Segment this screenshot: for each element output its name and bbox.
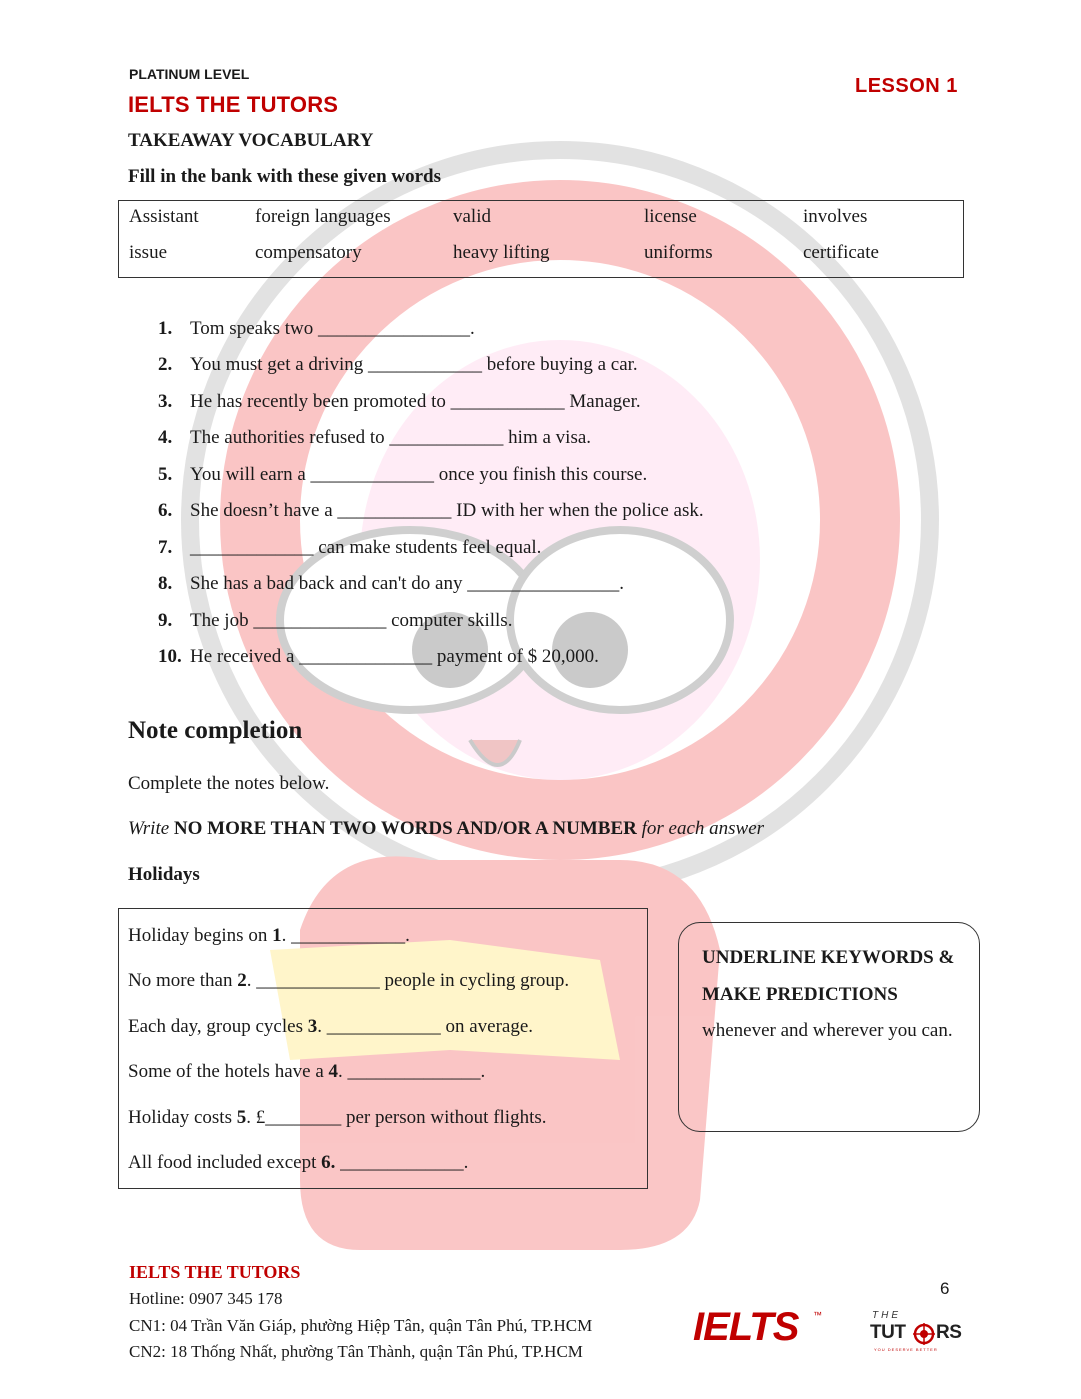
lesson-label: LESSON 1 — [855, 75, 958, 97]
note-pre: Holiday begins on — [128, 925, 273, 946]
vocabulary-instruction: Fill in the bank with these given words — [128, 166, 442, 187]
note-post: . ____________. — [281, 925, 410, 946]
ielts-trademark: ™ — [813, 1310, 822, 1320]
note-instruction: Complete the notes below. — [128, 773, 330, 794]
vocabulary-title: TAKEAWAY VOCABULARY — [128, 130, 374, 151]
note-item — [128, 1016, 533, 1038]
question-number: 2. — [158, 354, 173, 375]
question-item — [158, 391, 641, 413]
note-pre: Some of the hotels have a — [128, 1061, 329, 1082]
question-text: Tom speaks two ________________. — [190, 318, 475, 339]
question-text: You must get a driving ____________ before buying a car. — [190, 354, 638, 375]
note-number: 4 — [328, 1061, 339, 1082]
question-text: The authorities refused to ____________ him a visa. — [190, 427, 592, 448]
question-text: The job ______________ computer skills. — [190, 610, 513, 631]
note-completion-title: Note completion — [128, 717, 303, 744]
word-bank-item: involves — [803, 206, 868, 227]
word-bank-item: heavy lifting — [453, 242, 550, 263]
footer-hotline: Hotline: 0907 345 178 — [129, 1289, 283, 1308]
question-number: 7. — [158, 537, 173, 558]
question-item — [158, 464, 647, 486]
question-number: 8. — [158, 573, 173, 594]
word-bank-item: uniforms — [644, 242, 713, 263]
notes-box — [118, 908, 648, 1189]
tip-rest: whenever and wherever you can. — [702, 1020, 953, 1041]
word-bank-item: valid — [453, 206, 491, 227]
note-item — [128, 1152, 468, 1174]
logo-tut: TUT — [870, 1322, 906, 1343]
note-post: . £________ per person without flights. — [246, 1107, 547, 1128]
question-number: 9. — [158, 610, 173, 631]
logo-tagline: YOU DESERVE BETTER — [874, 1347, 938, 1352]
tip-bold: UNDERLINE KEYWORDS & MAKE PREDICTIONS — [702, 947, 955, 1005]
word-bank-item: license — [644, 206, 697, 227]
footer-brand: IELTS THE TUTORS — [129, 1262, 301, 1282]
note-post: . ____________ on average. — [317, 1016, 534, 1037]
page-number: 6 — [940, 1279, 950, 1298]
note-number: 3 — [307, 1016, 318, 1037]
tip-text — [702, 940, 962, 1050]
ielts-logo: IELTS — [693, 1305, 799, 1349]
question-text: _____________ can make students feel equal. — [190, 537, 542, 558]
word-bank-item: foreign languages — [255, 206, 391, 227]
note-number: 1 — [272, 925, 282, 946]
question-item — [158, 427, 591, 449]
question-number: 3. — [158, 391, 173, 412]
logo-the: THE — [872, 1310, 901, 1321]
question-text: He has recently been promoted to ____________ Manager. — [190, 391, 641, 412]
word-bank-item: Assistant — [129, 206, 199, 227]
note-post: . ______________. — [338, 1061, 486, 1082]
note-pre: All food included except — [128, 1152, 322, 1173]
footer-branch-1: CN1: 04 Trần Văn Giáp, phường Hiệp Tân, quận Tân Phú, TP.HCM — [129, 1316, 593, 1335]
word-bank — [118, 200, 964, 278]
note-item — [128, 925, 410, 947]
the-tutors-logo — [866, 1310, 962, 1358]
question-number: 5. — [158, 464, 173, 485]
question-number: 1. — [158, 318, 173, 339]
instruction-write: Write — [128, 818, 170, 839]
question-text: She has a bad back and can't do any ________________. — [190, 573, 624, 594]
note-item — [128, 1061, 485, 1083]
question-item — [158, 573, 624, 595]
question-text: He received a ______________ payment of $ 20,000. — [190, 646, 599, 667]
question-number: 6. — [158, 500, 173, 521]
note-post: . _____________ people in cycling group. — [246, 970, 570, 991]
question-number: 4. — [158, 427, 173, 448]
question-text: You will earn a _____________ once you finish this course. — [190, 464, 648, 485]
note-pre: No more than — [128, 970, 238, 991]
question-item — [158, 354, 638, 376]
question-item — [158, 500, 704, 522]
note-number: 2 — [237, 970, 247, 991]
note-number: 5 — [236, 1107, 247, 1128]
note-item — [128, 1107, 547, 1129]
logo-rs: RS — [936, 1322, 962, 1343]
note-item — [128, 970, 569, 992]
brand-title: IELTS THE TUTORS — [128, 92, 339, 117]
level-label: PLATINUM LEVEL — [129, 66, 250, 82]
question-item — [158, 318, 475, 340]
word-bank-item: issue — [129, 242, 167, 263]
question-item — [158, 646, 599, 668]
note-pre: Each day, group cycles — [128, 1016, 308, 1037]
question-text: She doesn’t have a ____________ ID with her when the police ask. — [190, 500, 704, 521]
note-pre: Holiday costs — [128, 1107, 237, 1128]
question-number: 10. — [158, 646, 182, 667]
note-number: 6. — [321, 1152, 336, 1173]
target-icon — [913, 1323, 935, 1345]
word-bank-item: certificate — [803, 242, 879, 263]
instruction-tail: for each answer — [641, 818, 765, 839]
question-item — [158, 537, 541, 559]
notes-subtitle: Holidays — [128, 864, 200, 885]
word-bank-item: compensatory — [255, 242, 362, 263]
instruction-word-limit: NO MORE THAN TWO WORDS AND/OR A NUMBER — [173, 818, 637, 839]
footer-branch-2: CN2: 18 Thống Nhất, phường Tân Thành, quận Tân Phú, TP.HCM — [129, 1342, 583, 1361]
note-instruction-limit — [128, 818, 764, 840]
question-item — [158, 610, 512, 632]
note-post: _____________. — [335, 1152, 469, 1173]
